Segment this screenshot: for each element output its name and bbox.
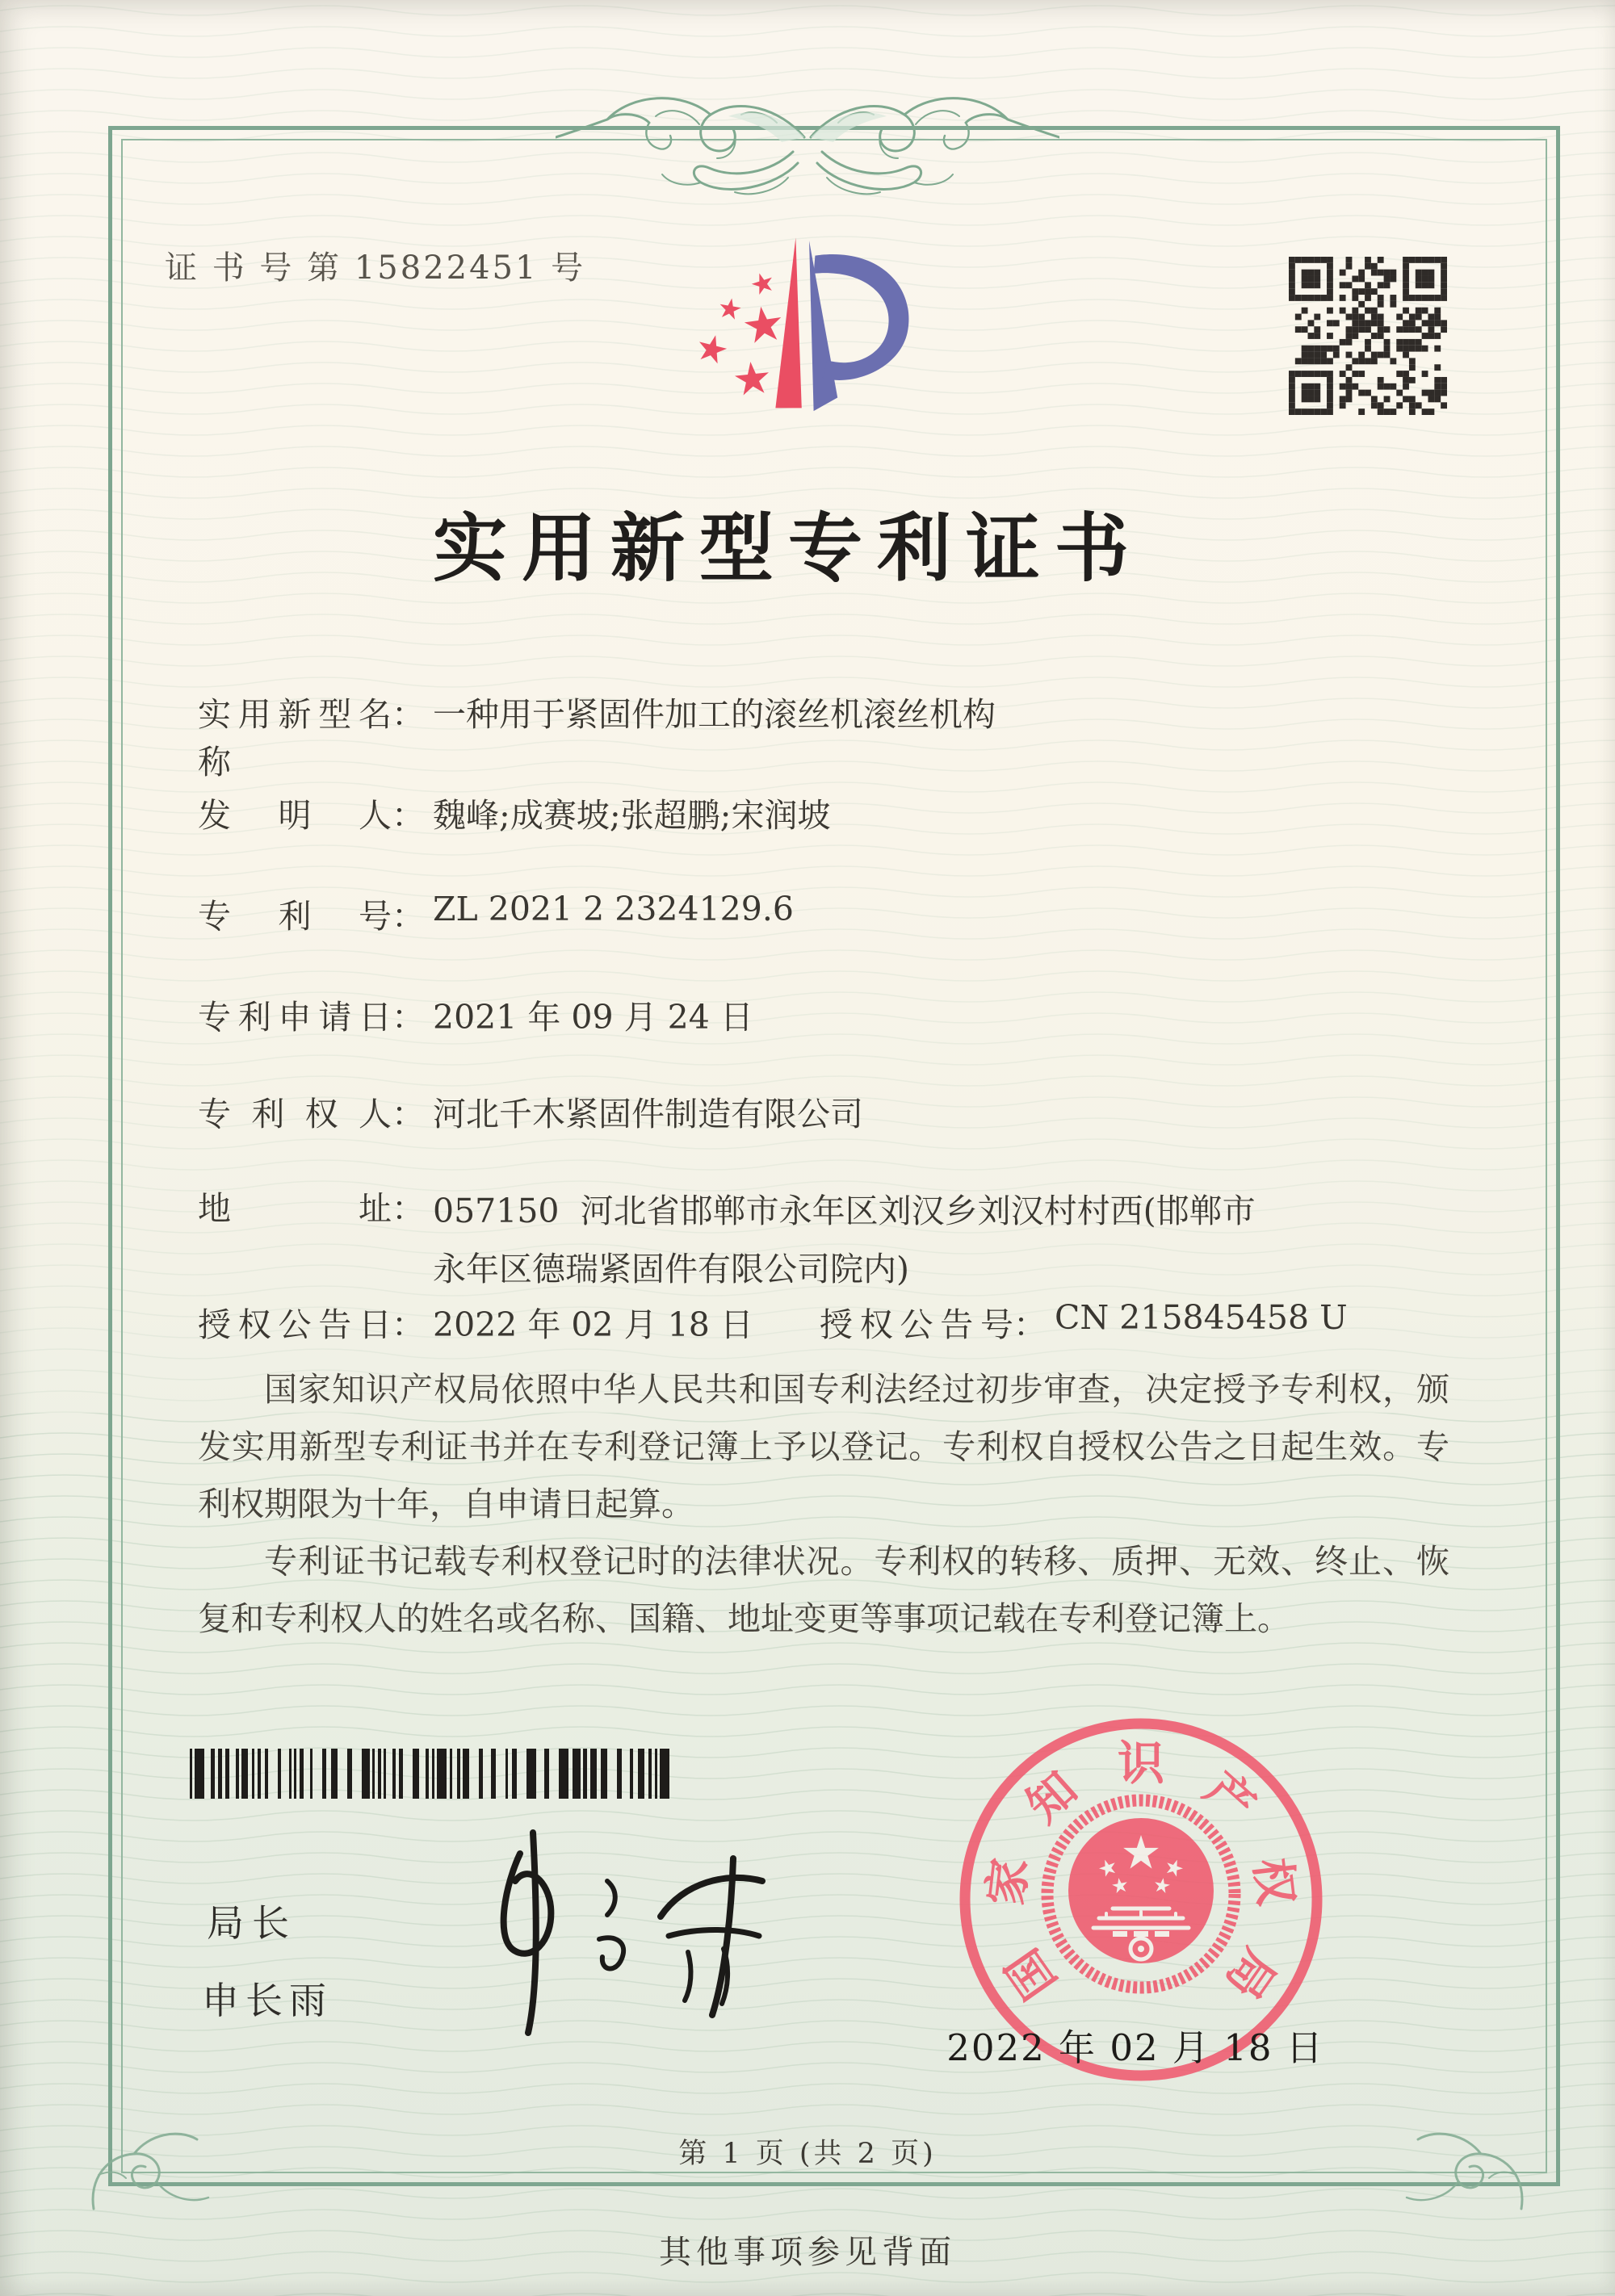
field-label: 专利申请日	[198, 998, 392, 1037]
field-filing-date: 专利申请日 ： 2021 年 09 月 24 日	[198, 991, 753, 1038]
field-address: 地址 ： 057150 河北省邯郸市永年区刘汉乡刘汉村村西(邯郸市永年区德瑞紧固件有限公司院内)	[198, 1182, 1273, 1298]
field-patentee: 专利权人 ： 河北千木紧固件制造有限公司	[198, 1087, 863, 1135]
field-value: CN 215845458 U	[1055, 1298, 1348, 1337]
field-inventor: 发明人 ： 魏峰;成赛坡;张超鹏;宋润坡	[198, 789, 830, 836]
logo-blue-p	[809, 241, 908, 411]
field-grant-number: 授权公告号 ： CN 215845458 U	[820, 1298, 1348, 1344]
field-grant-date: 授权公告日 ： 2022 年 02 月 18 日	[198, 1298, 753, 1346]
svg-text:产: 产	[1194, 1761, 1266, 1833]
seal-emblem	[1047, 1800, 1235, 1988]
logo-stars	[695, 270, 784, 396]
certificate-number: 证 书 号 第 15822451 号	[165, 249, 586, 287]
field-label: 授权公告日	[198, 1305, 392, 1344]
svg-text:国: 国	[995, 1938, 1068, 2009]
field-label: 专利权人	[198, 1095, 392, 1133]
qr-code	[1289, 257, 1447, 415]
certificate-title: 实用新型专利证书	[432, 505, 1143, 592]
field-label: 发明人	[198, 796, 392, 835]
handwritten-signature	[449, 1821, 837, 2047]
svg-text:权: 权	[1244, 1854, 1305, 1908]
page-number: 第 1 页 (共 2 页)	[678, 2138, 937, 2170]
commissioner-name: 申长雨	[202, 1979, 333, 2022]
field-label: 授权公告号	[820, 1305, 1013, 1344]
field-value: 河北千木紧固件制造有限公司	[433, 1095, 863, 1133]
field-value: 一种用于紧固件加工的滚丝机滚丝机构	[433, 695, 996, 734]
svg-text:知: 知	[1016, 1761, 1088, 1833]
svg-text:识: 识	[1117, 1736, 1165, 1791]
field-value: 2021 年 09 月 24 日	[433, 998, 753, 1037]
seal-date: 2022 年 02 月 18 日	[946, 2026, 1324, 2069]
top-border-ornament	[556, 74, 1059, 220]
legal-paragraph-1: 国家知识产权局依照中华人民共和国专利法经过初步审查，决定授予专利权，颁发实用新型专利证书并在专利登记簿上予以登记。专利权自授权公告之日起生效。专利权期限为十年，自申请日起算。	[198, 1370, 1449, 1523]
svg-text:家: 家	[977, 1854, 1038, 1908]
field-value: ZL 2021 2 2324129.6	[433, 890, 794, 928]
field-patent-number: 专利号 ： ZL 2021 2 2324129.6	[198, 890, 794, 936]
cnipa-logo	[669, 203, 930, 460]
commissioner-title: 局长	[207, 1901, 297, 1945]
legal-paragraph-2: 专利证书记载专利权登记时的法律状况。专利权的转移、质押、无效、终止、恢复和专利权人的姓名或名称、国籍、地址变更等事项记载在专利登记簿上。	[198, 1542, 1449, 1638]
svg-text:局: 局	[1214, 1938, 1287, 2009]
field-value: 魏峰;成赛坡;张超鹏;宋润坡	[433, 796, 831, 835]
field-utility-model-name: 实用新型名称 ： 一种用于紧固件加工的滚丝机滚丝机构	[198, 688, 996, 783]
barcode	[190, 1749, 673, 1799]
field-value: 057150 河北省邯郸市永年区刘汉乡刘汉村村西(邯郸市永年区德瑞紧固件有限公司院内)	[433, 1192, 1256, 1288]
field-label: 专利号	[198, 897, 392, 936]
logo-red-wedge	[775, 237, 801, 408]
legal-text-block	[198, 1361, 1449, 1648]
back-side-note: 其他事项参见背面	[659, 2234, 956, 2271]
field-value: 2022 年 02 月 18 日	[433, 1305, 753, 1344]
field-label: 地址	[198, 1189, 392, 1228]
field-label: 实用新型名称	[198, 695, 392, 781]
